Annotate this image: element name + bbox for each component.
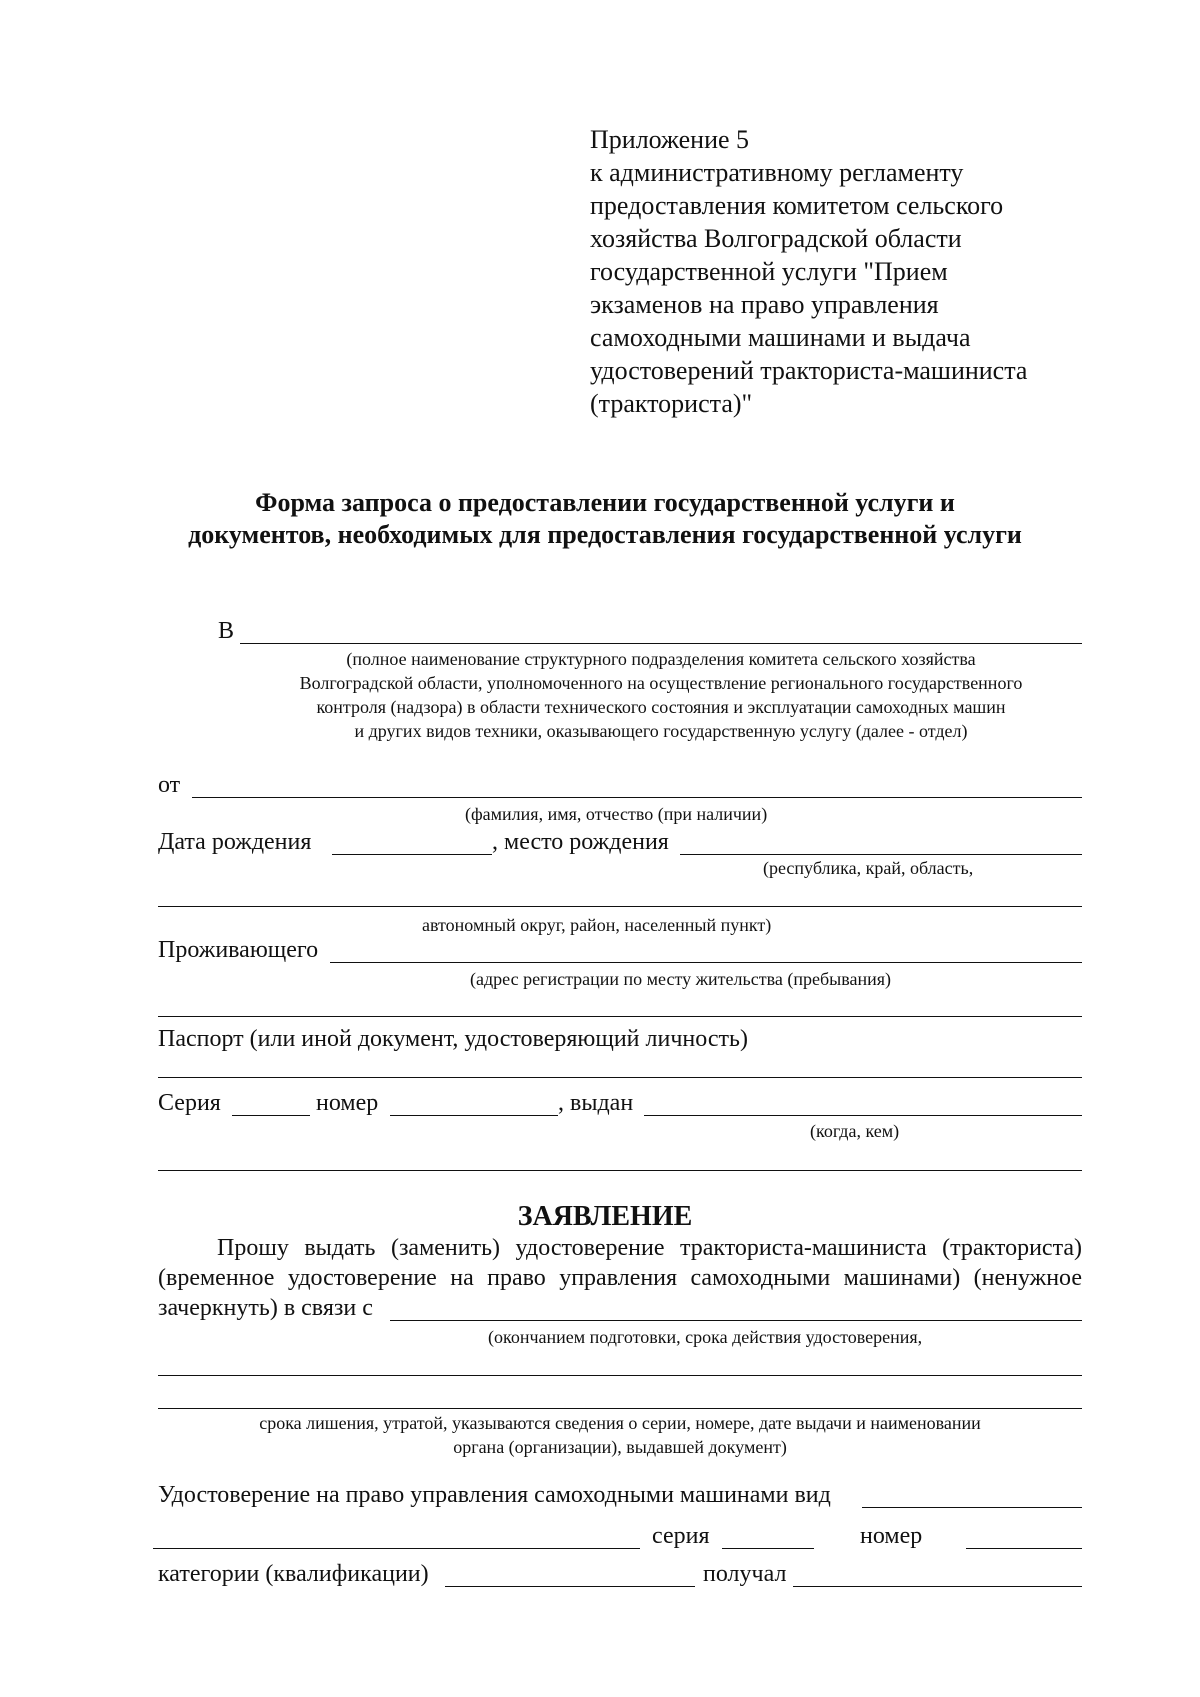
from-field-line[interactable] xyxy=(192,797,1082,798)
passport-issued-field-line-2[interactable] xyxy=(158,1170,1082,1171)
to-hint-line: Волгоградской области, уполномоченного на осуществление регионального государственного xyxy=(299,673,1023,693)
reason-hint-2: срока лишения, утратой, указываются сведения о серии, номере, дате выдачи и наименовании xyxy=(259,1413,981,1433)
license-label: Удостоверение на право управления самоходными машинами вид xyxy=(158,1482,831,1508)
passport-number-label: номер xyxy=(316,1090,379,1116)
license-type-field-line[interactable] xyxy=(862,1507,1082,1508)
appendix-line: удостоверений тракториста-машиниста xyxy=(590,356,1028,385)
passport-issued-label: , выдан xyxy=(558,1090,634,1116)
license-extra-field-line[interactable] xyxy=(153,1548,640,1549)
license-series-label: серия xyxy=(652,1523,710,1549)
license-received-field-line[interactable] xyxy=(793,1586,1082,1587)
passport-issued-field-line[interactable] xyxy=(644,1115,1082,1116)
form-title-line2: документов, необходимых для предоставления государственной услуги xyxy=(188,520,1022,549)
passport-label: Паспорт (или иной документ, удостоверяющий личность) xyxy=(158,1026,748,1052)
to-field-line[interactable] xyxy=(240,643,1082,644)
reason-field-line[interactable] xyxy=(390,1320,1082,1321)
to-prefix: В xyxy=(218,618,235,644)
appendix-line: предоставления комитетом сельского xyxy=(590,191,1004,220)
appendix-line: хозяйства Волгоградской области xyxy=(590,224,962,253)
license-number-field-line[interactable] xyxy=(966,1548,1082,1549)
statement-para-line2: (временное удостоверение на право управления самоходными машинами) (ненужное xyxy=(158,1265,1082,1291)
birth-place-field-line[interactable] xyxy=(680,854,1082,855)
statement-heading: ЗАЯВЛЕНИЕ xyxy=(517,1201,693,1232)
birth-place-hint: (республика, край, область, xyxy=(763,858,974,878)
passport-issued-hint: (когда, кем) xyxy=(810,1121,900,1141)
residence-field-line[interactable] xyxy=(330,962,1082,963)
passport-field-line[interactable] xyxy=(158,1077,1082,1078)
residence-hint: (адрес регистрации по месту жительства (пребывания) xyxy=(470,969,891,989)
appendix-line: (тракториста)" xyxy=(590,389,753,418)
reason-hint-1: (окончанием подготовки, срока действия удостоверения, xyxy=(488,1327,923,1347)
reason-field-line-3[interactable] xyxy=(158,1408,1082,1409)
birth-place-label: , место рождения xyxy=(492,829,669,855)
appendix-line: самоходными машинами и выдача xyxy=(590,323,971,352)
form-title-line1: Форма запроса о предоставлении государственной услуги и xyxy=(255,488,955,517)
appendix-line: экзаменов на право управления xyxy=(590,290,939,319)
birth-date-label: Дата рождения xyxy=(158,829,312,855)
from-hint: (фамилия, имя, отчество (при наличии) xyxy=(465,804,768,824)
passport-number-field-line[interactable] xyxy=(390,1115,558,1116)
residence-field-line-2[interactable] xyxy=(158,1016,1082,1017)
license-number-label: номер xyxy=(860,1523,923,1549)
to-hint-line: (полное наименование структурного подразделения комитета сельского хозяйства xyxy=(346,649,976,669)
license-category-label: категории (квалификации) xyxy=(158,1561,429,1587)
appendix-line: государственной услуги "Прием xyxy=(590,257,948,286)
birth-date-field-line[interactable] xyxy=(332,854,492,855)
to-hint-line: и других видов техники, оказывающего государственную услугу (далее - отдел) xyxy=(354,721,968,741)
passport-series-label: Серия xyxy=(158,1090,221,1116)
license-received-label: получал xyxy=(703,1561,787,1587)
birth-place-hint-2: автономный округ, район, населенный пункт) xyxy=(422,915,772,935)
statement-para-text: Прошу выдать (заменить) удостоверение тракториста-машиниста (тракториста) xyxy=(217,1235,1082,1261)
statement-para-line1 xyxy=(158,1236,1082,1260)
license-series-field-line[interactable] xyxy=(722,1548,814,1549)
residence-label: Проживающего xyxy=(158,937,319,963)
reason-hint-3: органа (организации), выдавшей документ) xyxy=(453,1437,787,1457)
appendix-line: Приложение 5 xyxy=(590,125,750,154)
from-prefix: от xyxy=(158,772,181,798)
to-hint-line: контроля (надзора) в области технического состояния и эксплуатации самоходных машин xyxy=(316,697,1006,717)
license-category-field-line[interactable] xyxy=(445,1586,695,1587)
statement-para-line3: зачеркнуть) в связи с xyxy=(158,1295,373,1321)
passport-series-field-line[interactable] xyxy=(232,1115,310,1116)
reason-field-line-2[interactable] xyxy=(158,1375,1082,1376)
appendix-line: к административному регламенту xyxy=(590,158,964,187)
birth-place-field-line-2[interactable] xyxy=(158,906,1082,907)
